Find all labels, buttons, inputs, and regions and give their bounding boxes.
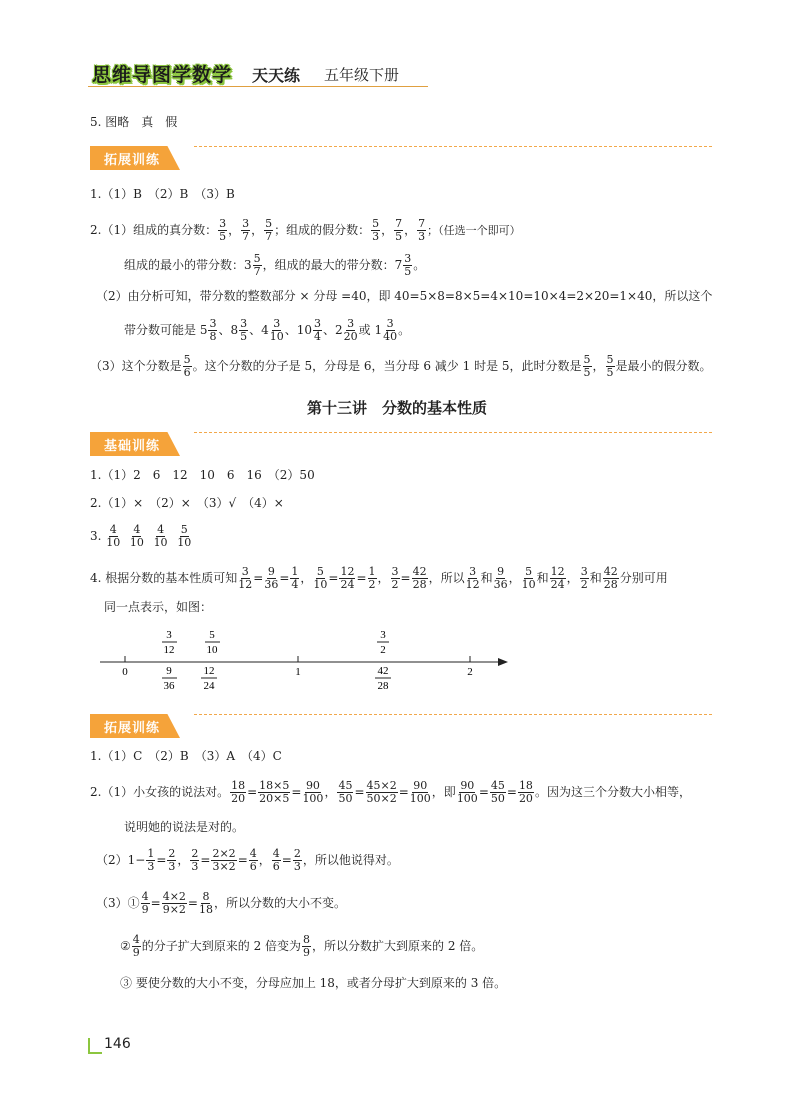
answer-line: 1.（1）2 6 12 10 6 16 （2）50 <box>90 468 315 482</box>
section-bar-basic: 基础训练 <box>90 432 194 456</box>
frac-num: 3 <box>166 629 172 641</box>
answer-line: 2.（1）小女孩的说法对。 $\frac{18}{20}$ = $\frac{18\times 5}{20\times 5}$ = $\frac{90}{100}$ ， $\frac{45}{50}$ = $\frac{45\times 2}{50\times 2}$ = $\frac{90}{100}$ ，即 $\frac{90}{100}$ = $\frac{45}{50}$ = $\frac{18}{20}$ 。因为这三个分数大小相等， <box>90 779 691 805</box>
answer-line: 2.（1）× （2）× （3）√ （4）× <box>90 496 284 510</box>
answer-line: 同一点表示，如图： <box>104 600 213 614</box>
answer-line: ② $\frac{4}{9}$ 的分子扩大到原来的 2 倍变为 $\frac{8}{9}$ ，所以分数扩大到原来的 2 倍。 <box>120 933 484 959</box>
frac-den: 24 <box>203 680 215 692</box>
answer-line: 1.（1）C （2）B （3）A （4）C <box>90 749 282 763</box>
frac-num: 42 <box>377 665 389 677</box>
header-rule <box>88 86 428 87</box>
frac-den: 2 <box>380 644 386 656</box>
logo: 思维导图学数学 <box>92 64 233 86</box>
grade-title: 五年级下册 <box>324 66 400 84</box>
section-bar-extend1: 拓展训练 <box>90 146 194 170</box>
arrow-head-icon <box>498 658 508 666</box>
answer-line: 说明她的说法是对的。 <box>124 820 245 834</box>
answer-line: 5. 图略 真 假 <box>90 115 178 129</box>
tick-label: 1 <box>295 666 301 678</box>
frac-num: 5 <box>209 629 215 641</box>
divider <box>194 432 712 433</box>
answer-line: 1.（1）B （2）B （3）B <box>90 187 235 201</box>
number-line <box>96 622 516 698</box>
frac-den: 10 <box>206 644 218 656</box>
page-number: 146 <box>104 1036 131 1052</box>
series-title: 天天练 <box>252 66 301 85</box>
answer-line: （3）这个分数是 $\frac{5}{6}$ 。这个分数的分子是 5，分母是 6，当分母 6 减少 1 时是 5，此时分数是 $\frac{5}{5}$ ， $\frac{5}{5}$ 是最小的假分数。 <box>90 353 712 379</box>
answer-line: （2）由分析可知，带分数的整数部分 × 分母 =40，即 40=5×8=8×5=4×10=10×4=2×20=1×40，所以这个 <box>96 289 713 303</box>
divider <box>194 714 712 715</box>
tick-label: 0 <box>122 666 128 678</box>
answer-line: 4. 根据分数的基本性质可知 $\frac{3}{12}$ = $\frac{9}{36}$ = $\frac{1}{4}$ ， $\frac{5}{10}$ = $\frac{12}{24}$ = $\frac{1}{2}$ ， $\frac{3}{2}$ = $\frac{42}{28}$ ，所以 $\frac{3}{12}$ 和 $\frac{9}{36}$ ， $\frac{5}{10}$ 和 $\frac{12}{24}$ ， $\frac{3}{2}$ 和 $\frac{42}{28}$ 分别可用 <box>90 565 668 591</box>
answer-line: 2.（1）组成的真分数： $\frac{3}{5}$ ， $\frac{3}{7}$ ， $\frac{5}{7}$ ；组成的假分数： $\frac{5}{3}$ ， $\frac{7}{5}$ ， $\frac{7}{3}$ ；（任选一个即可） <box>90 217 521 243</box>
frac-den: 12 <box>163 644 175 656</box>
frac-num: 9 <box>166 665 172 677</box>
answer-line: 3. $\frac{4}{10}$ $\frac{4}{10}$ $\frac{4}{10}$ $\frac{5}{10}$ <box>90 523 192 549</box>
answer-line: （2）1− $\frac{1}{3}$ = $\frac{2}{3}$ ， $\frac{2}{3}$ = $\frac{2\times 2}{3\times 2}$ = $\frac{4}{6}$ ， $\frac{4}{6}$ = $\frac{2}{3}$ ，所以他说得对。 <box>96 847 399 873</box>
answer-line: （3）① $\frac{4}{9}$ = $\frac{4\times 2}{9\times 2}$ = $\frac{8}{18}$ ，所以分数的大小不变。 <box>96 890 346 916</box>
divider <box>194 146 712 147</box>
lecture-title: 第十三讲 分数的基本性质 <box>306 399 487 417</box>
tick-label: 2 <box>467 666 473 678</box>
frac-num: 3 <box>380 629 386 641</box>
frac-den: 36 <box>163 680 175 692</box>
frac-den: 28 <box>377 680 389 692</box>
answer-line: 组成的最小的带分数：3 $\frac{5}{7}$ ，组成的最大的带分数：7 $\frac{3}{5}$ 。 <box>124 252 426 278</box>
page-corner-icon <box>88 1038 102 1054</box>
answer-line: ③ 要使分数的大小不变，分母应加上 18，或者分母扩大到原来的 3 倍。 <box>120 976 507 990</box>
section-bar-extend2: 拓展训练 <box>90 714 194 738</box>
frac-num: 12 <box>203 665 215 677</box>
answer-line: 带分数可能是 5 $\frac{3}{8}$ 、8 $\frac{3}{5}$ 、4 $\frac{3}{10}$ 、10 $\frac{3}{4}$ 、2 $\frac{3}{20}$ 或 1 $\frac{3}{40}$ 。 <box>124 317 411 343</box>
